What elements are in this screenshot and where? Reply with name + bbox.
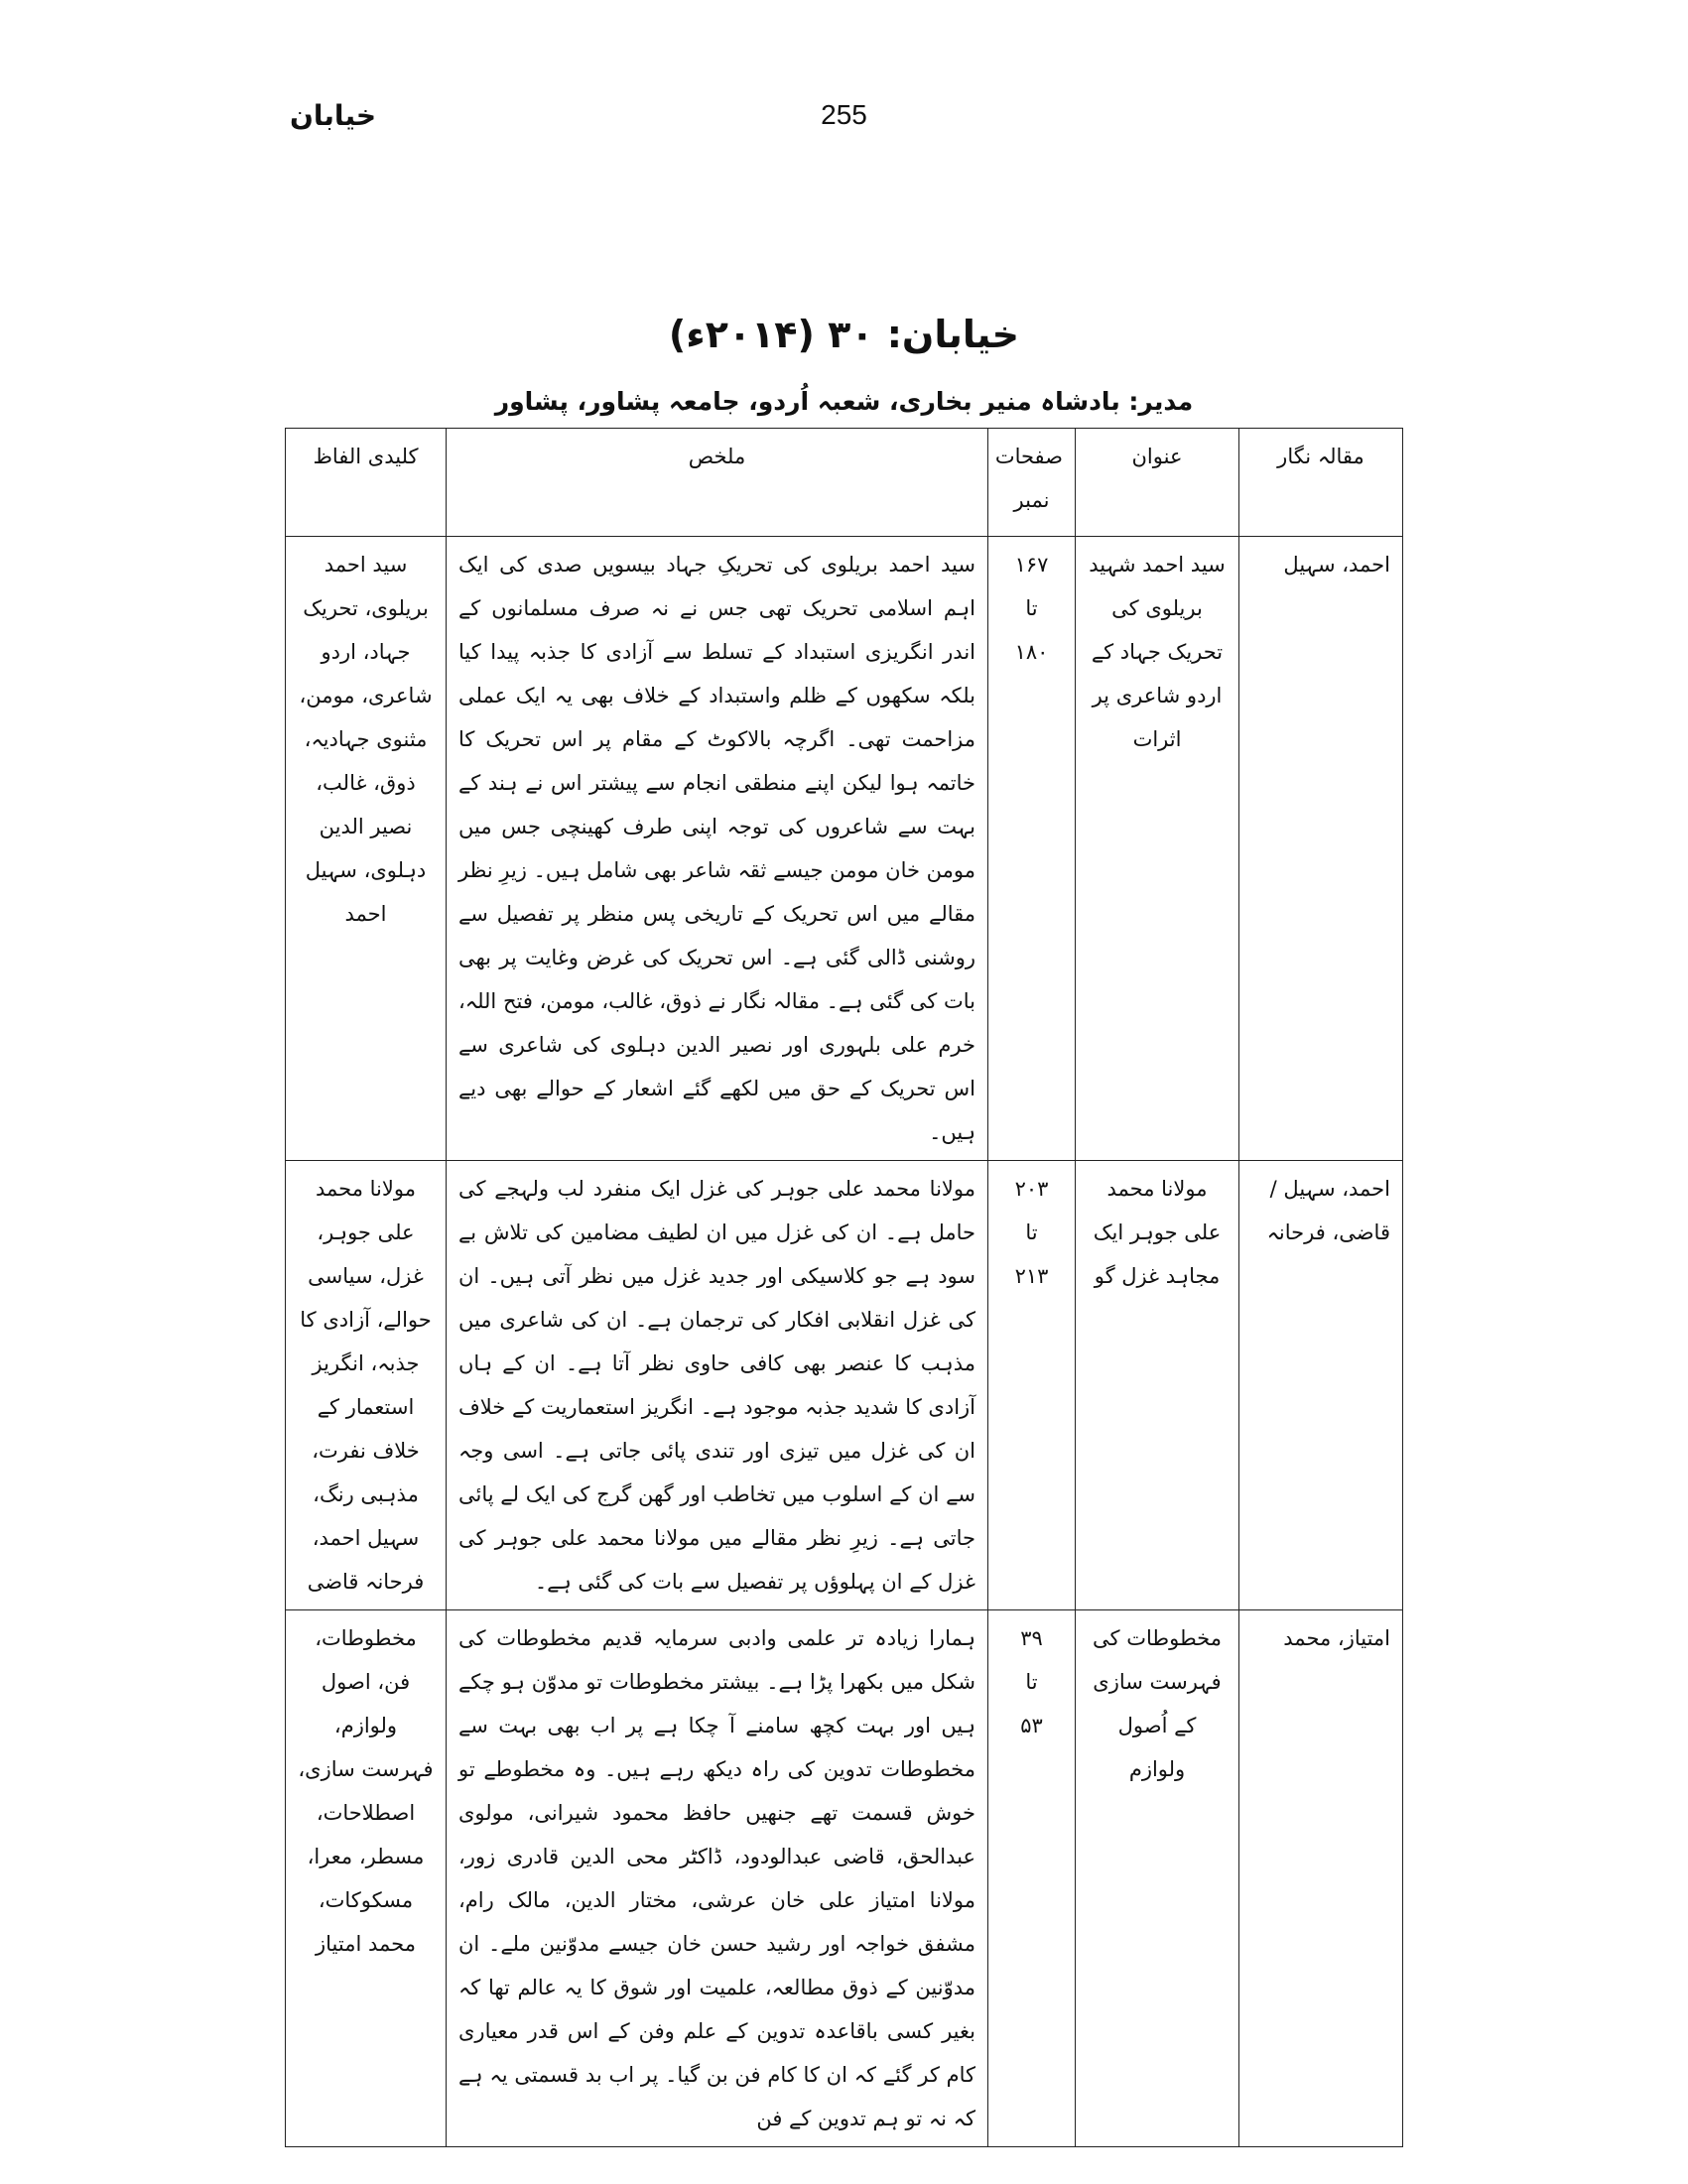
pages-cell	[988, 537, 1076, 1161]
journal-heading: خیابان: ۳۰ (۲۰۱۴ء)	[668, 313, 1020, 356]
page-number: 255	[821, 99, 867, 130]
pages-to-word: تا	[1025, 596, 1038, 620]
pages-cell	[988, 1161, 1076, 1610]
running-title: خیابان	[290, 99, 377, 132]
abstract-cell: ہمارا زیادہ تر علمی وادبی سرمایہ قدیم مخطوطات کی شکل میں بکھرا پڑا ہے۔ بیشتر مخطوطات تو مدوّن ہو چکے ہیں اور بہت کچھ سامنے آ چکا ہے پر اب بھی بہت سے مخطوطات تدوین کی راہ دیکھ رہے ہیں۔ وہ مخطوطے تو خوش قسمت تھے جنھیں حافظ محمود شیرانی، مولوی عبدالحق، قاضی عبدالودود، ڈاکٹر محی الدین قادری زور، مولانا امتیاز علی خان عرشی، مختار الدین، مالک رام، مشفق خواجہ اور رشید حسن خان جیسے مدوّنین ملے۔ ان مدوّنین کے ذوق مطالعہ، علمیت اور شوق کا یہ عالم تھا کہ بغیر کسی باقاعدہ تدوین کے علم وفن کے اس قدر معیاری کام کر گئے کہ ان کا کام فن بن گیا۔ پر اب بد قسمتی یہ ہے کہ نہ تو ہم تدوین کے فن	[447, 1610, 988, 2147]
table-row	[286, 1161, 1403, 1610]
keywords-cell: مخطوطات، فن، اصول ولوازم، فہرست سازی، اصطلاحات، مسطر، معرا، مسکوکات، محمد امتیاز	[286, 1610, 447, 2147]
header-keywords: کلیدی الفاظ	[286, 429, 447, 537]
pages-to: ۲۱۳	[1014, 1264, 1049, 1288]
pages-to-word: تا	[1025, 1670, 1038, 1694]
table-row	[286, 537, 1403, 1161]
pages-to-word: تا	[1025, 1220, 1038, 1244]
header-abstract: ملخص	[447, 429, 988, 537]
author-cell: احمد، سہیل	[1239, 537, 1403, 1161]
editor-line: مدیر: بادشاہ منیر بخاری، شعبہ اُردو، جامعہ پشاور، پشاور	[494, 387, 1194, 416]
header-author: مقالہ نگار	[1239, 429, 1403, 537]
pages-to: ۱۸۰	[1014, 640, 1049, 664]
title-cell: سید احمد شہید بریلوی کی تحریک جہاد کے اردو شاعری پر اثرات	[1076, 537, 1239, 1161]
table-header-row	[286, 429, 1403, 537]
keywords-cell: سید احمد بریلوی، تحریک جہاد، اردو شاعری، مومن، مثنوی جہادیہ، ذوق، غالب، نصیر الدین دہلوی، سہیل احمد	[286, 537, 447, 1161]
pages-cell	[988, 1610, 1076, 2147]
articles-table	[285, 428, 1403, 2147]
abstract-cell: مولانا محمد علی جوہر کی غزل ایک منفرد لب ولہجے کی حامل ہے۔ ان کی غزل میں ان لطیف مضامین کی تلاش بے سود ہے جو کلاسیکی اور جدید غزل میں نظر آتی ہیں۔ ان کی غزل انقلابی افکار کی ترجمان ہے۔ ان کی شاعری میں مذہب کا عنصر بھی کافی حاوی نظر آتا ہے۔ ان کے ہاں آزادی کا شدید جذبہ موجود ہے۔ انگریز استعماریت کے خلاف ان کی غزل میں تیزی اور تندی پائی جاتی ہے۔ اسی وجہ سے ان کے اسلوب میں تخاطب اور گھن گرج کی ایک لے پائی جاتی ہے۔ زیرِ نظر مقالے میں مولانا محمد علی جوہر کی غزل کے ان پہلوؤں پر تفصیل سے بات کی گئی ہے۔	[447, 1161, 988, 1610]
author-cell: امتیاز، محمد	[1239, 1610, 1403, 2147]
keywords-cell: مولانا محمد علی جوہر، غزل، سیاسی حوالے، آزادی کا جذبہ، انگریز استعمار کے خلاف نفرت، مذہبی رنگ، سہیل احمد، فرحانہ قاضی	[286, 1161, 447, 1610]
table-row	[286, 1610, 1403, 2147]
pages-to: ۵۳	[1020, 1714, 1043, 1737]
header-pages: صفحات نمبر	[988, 429, 1076, 537]
pages-from: ۱۶۷	[1014, 553, 1049, 577]
title-cell: مولانا محمد علی جوہر ایک مجاہد غزل گو	[1076, 1161, 1239, 1610]
header-title: عنوان	[1076, 429, 1239, 537]
author-cell: احمد، سہیل / قاضی، فرحانہ	[1239, 1161, 1403, 1610]
title-cell: مخطوطات کی فہرست سازی کے اُصول ولوازم	[1076, 1610, 1239, 2147]
abstract-cell: سید احمد بریلوی کی تحریکِ جہاد بیسویں صدی کی ایک اہم اسلامی تحریک تھی جس نے نہ صرف مسلمانوں کے اندر انگریزی استبداد کے تسلط سے آزادی کا جذبہ پیدا کیا بلکہ سکھوں کے ظلم واستبداد کے خلاف بھی یہ ایک عملی مزاحمت تھی۔ اگرچہ بالاکوٹ کے مقام پر اس تحریک کا خاتمہ ہوا لیکن اپنے منطقی انجام سے پیشتر اس نے ہند کے بہت سے شاعروں کی توجہ اپنی طرف کھینچی جس میں مومن خان مومن جیسے ثقہ شاعر بھی شامل ہیں۔ زیرِ نظر مقالے میں اس تحریک کے تاریخی پس منظر پر تفصیل سے روشنی ڈالی گئی ہے۔ اس تحریک کی غرض وغایت پر بھی بات کی گئی ہے۔ مقالہ نگار نے ذوق، غالب، مومن، فتح اللہ، خرم علی بلہوری اور نصیر الدین دہلوی کی شاعری سے اس تحریک کے حق میں لکھے گئے اشعار کے حوالے بھی دیے ہیں۔	[447, 537, 988, 1161]
pages-from: ۳۹	[1020, 1626, 1043, 1650]
pages-from: ۲۰۳	[1014, 1177, 1049, 1201]
